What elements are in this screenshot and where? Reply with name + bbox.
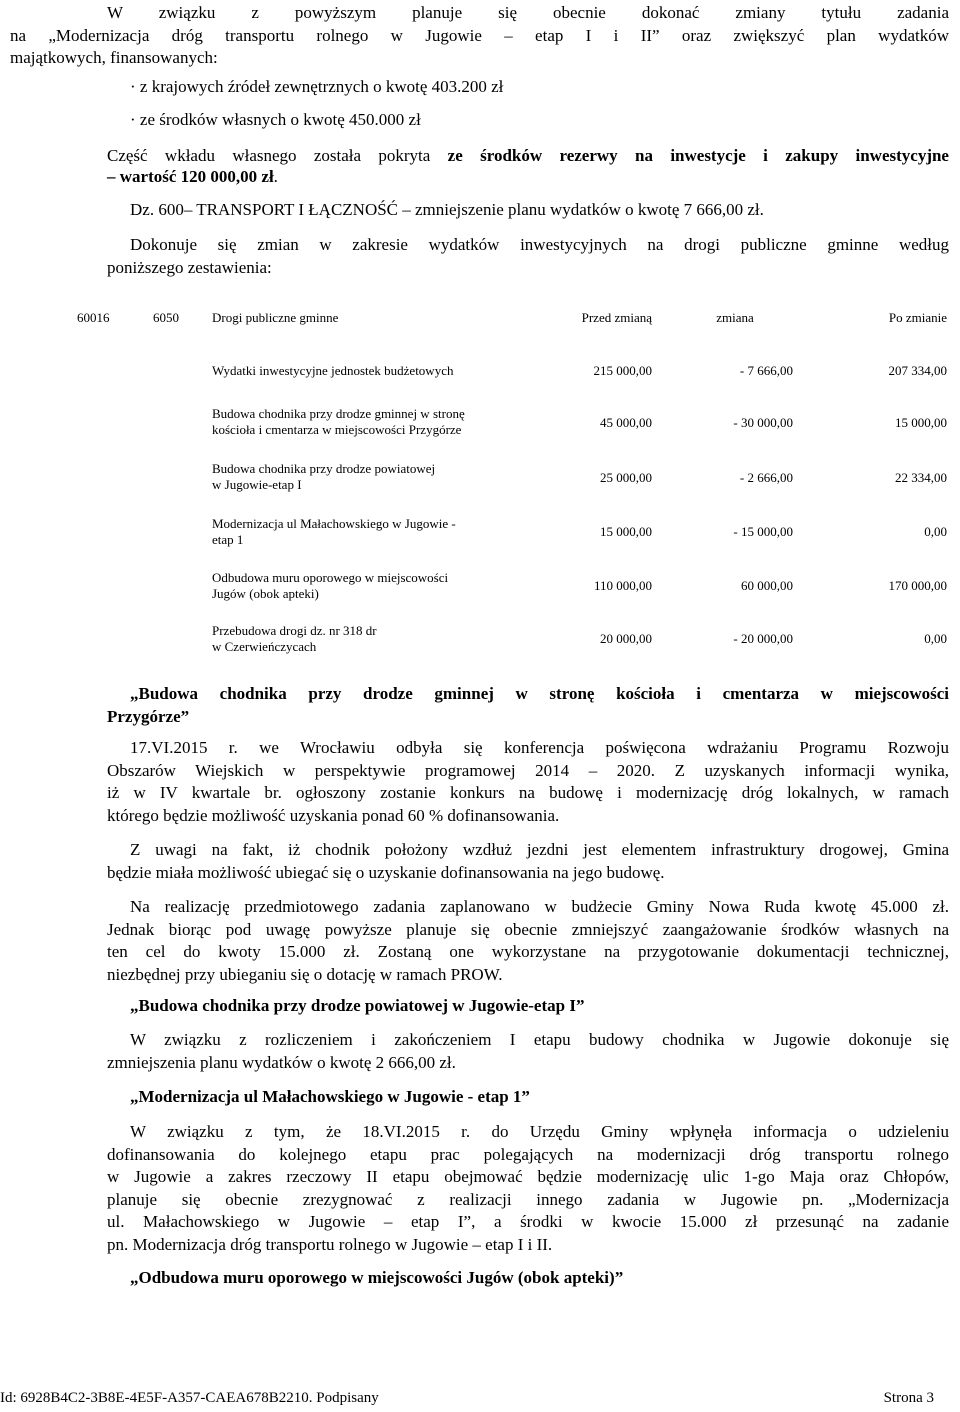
section-1-title-line-2: Przygórze” [107,706,190,726]
header-change: zmiana [716,310,754,325]
intro-line-2: na „Modernizacja dróg transportu rolnego w Jugowie – etap I i II” oraz zwiększyć plan wydatków [10,25,949,45]
footer-page-number: Strona 3 [883,1390,934,1406]
bullet-own-funds: · ze środków własnych o kwotę 450.000 zł [130,110,421,129]
paragraph-line: Na realizację przedmiotowego zadania zaplanowano w budżecie Gminy Nowa Ruda kwotę 45.000 zł. [130,897,949,916]
paragraph-line: Jednak biorąc pod uwagę powyższe planuje się obecnie zmniejszyć zaangażowanie środków własnych na [107,919,949,939]
paragraph-line: Z uwagi na fakt, iż chodnik położony wzdłuż jezdni jest elementem infrastruktury drogowej, Gmina [130,840,949,859]
header-name: Drogi publiczne gminne [212,310,339,325]
row-name-line-1: Modernizacja ul Małachowskiego w Jugowie - [212,516,456,531]
paragraph-line: niezbędnej przy ubieganiu się o dotację w ramach PROW. [107,964,503,984]
dokonuje-line-1: Dokonuje się zmian w zakresie wydatków inwestycyjnych na drogi publiczne gminne według [130,235,949,254]
row-before: 15 000,00 [600,524,652,539]
row-name-line-1: Odbudowa muru oporowego w miejscowości [212,570,449,585]
section-1-title-line-1: „Budowa chodnika przy drodze gminnej w stronę kościoła i cmentarza w miejscowości [130,684,949,703]
row-name-line-1: Budowa chodnika przy drodze gminnej w stronę [212,406,465,421]
expenditure-table [77,310,949,660]
footer-document-id: Id: 6928B4C2-3B8E-4E5F-A357-CAEA678B2210. Podpisany [0,1390,379,1406]
paragraph-line: ten cel do kwoty 15.000 zł. Zostaną one wykorzystane na przygotowanie dokumentacji technicznej, [107,942,949,961]
paragraph-line: w Jugowie a zakres rzeczowy II etapu obejmować będzie modernizację ulic 1-go Maja oraz Chłopów, [107,1167,949,1186]
bullet-external-sources: · z krajowych źródeł zewnętrznych o kwotę 403.200 zł [130,77,504,96]
row-name-line-2: w Czerwieńczycach [212,639,317,654]
paragraph-line: iż w IV kwartale br. ogłoszony zostanie konkurs na budowę i modernizację dróg lokalnych, w ramach [107,783,949,802]
own-contribution-line-2 [107,167,278,187]
row-name-line-2: Jugów (obok apteki) [212,586,319,601]
row-after: 0,00 [924,631,947,646]
own-contribution-bold: ze środków rezerwy na inwestycje i zakupy inwestycyjne [447,146,949,165]
own-contribution-dot: . [273,167,278,186]
paragraph-line: zmniejszenia planu wydatków o kwotę 2 666,00 zł. [107,1052,456,1072]
row-change: - 20 000,00 [733,631,793,646]
paragraph-line: ul. Małachowskiego w Jugowie – etap I”, a środki w kwocie 15.000 zł przesunąć na zadanie [107,1212,949,1231]
paragraph-line: planuje się obecnie zrezygnować z realizacji innego zadania w Jugowie pn. „Modernizacja [107,1189,949,1209]
row-name-line-1: Budowa chodnika przy drodze powiatowej [212,461,436,476]
section-2-title: „Budowa chodnika przy drodze powiatowej w Jugowie-etap I” [130,996,585,1015]
paragraph-line: W związku z rozliczeniem i zakończeniem I etapu budowy chodnika w Jugowie dokonuje się [130,1030,949,1049]
row-change: - 15 000,00 [733,524,793,539]
row-change: - 30 000,00 [733,415,793,430]
row-name-line-1: Przebudowa drogi dz. nr 318 dr [212,623,377,638]
dokonuje-paragraph [107,234,949,279]
row-before: 215 000,00 [593,363,652,378]
section-1-paragraph-3 [107,896,949,986]
own-contribution-amount: – wartość 120 000,00 zł [107,167,274,186]
row-after: 170 000,00 [888,578,947,593]
paragraph-line: będzie miała możliwość ubiegać się o uzyskanie dofinansowania na jego budowę. [107,862,665,882]
header-dzial: 60016 [77,310,110,325]
row-after: 207 334,00 [888,363,947,378]
intro-line-3: majątkowych, finansowanych: [10,48,218,67]
paragraph-line: dofinansowania do kolejnego etapu prac polegających na modernizacji dróg transportu rolnego [107,1144,949,1164]
section-3-paragraph [107,1121,949,1256]
paragraph-line: którego będzie możliwość uzyskania ponad 60 % dofinansowania. [107,805,560,825]
paragraph-line: 17.VI.2015 r. we Wrocławiu odbyła się konferencja poświęcona wdrażaniu Programu Rozwoju [130,738,949,757]
row-after: 22 334,00 [895,470,947,485]
header-after: Po zmianie [888,310,947,325]
row-before: 110 000,00 [593,578,652,593]
section-1-paragraph-1 [107,737,949,827]
own-contribution-paragraph [107,145,949,168]
own-contribution-plain: Część wkładu własnego została pokryta [107,146,448,165]
section-1-paragraph-2 [107,839,949,884]
row-change: 60 000,00 [741,578,793,593]
intro-line-1: W związku z powyższym planuje się obecnie dokonać zmiany tytułu zadania [107,3,949,22]
row-after: 15 000,00 [895,415,947,430]
row-after: 0,00 [924,524,947,539]
row-before: 20 000,00 [600,631,652,646]
row-change: - 7 666,00 [739,363,793,378]
row-name-line-2: w Jugowie-etap I [212,477,302,492]
row-name-line-2: etap 1 [212,532,244,547]
paragraph-line: W związku z tym, że 18.VI.2015 r. do Urzędu Gminy wpłynęła informacja o udzieleniu [130,1122,949,1141]
dokonuje-line-2: poniższego zestawienia: [107,257,272,277]
division-600-heading: Dz. 600– TRANSPORT I ŁĄCZNOŚĆ – zmniejszenie planu wydatków o kwotę 7 666,00 zł. [130,200,764,219]
paragraph-line: Obszarów Wiejskich w perspektywie programowej 2014 – 2020. Z uzyskanych informacji wynika, [107,760,949,780]
section-1-title [107,683,949,728]
section-2-paragraph [107,1029,949,1074]
paragraph-line: pn. Modernizacja dróg transportu rolnego w Jugowie – etap I i II. [107,1234,553,1254]
intro-paragraph [10,2,949,70]
row-name: Wydatki inwestycyjne jednostek budżetowych [212,363,454,378]
header-paragraf: 6050 [153,310,179,325]
row-before: 45 000,00 [600,415,652,430]
row-name-line-2: kościoła i cmentarza w miejscowości Przygórze [212,422,462,437]
row-change: - 2 666,00 [739,470,793,485]
own-contribution-line-1 [107,145,949,168]
row-before: 25 000,00 [600,470,652,485]
header-before: Przed zmianą [581,310,652,325]
section-4-title: „Odbudowa muru oporowego w miejscowości Jugów (obok apteki)” [130,1268,624,1287]
section-3-title: „Modernizacja ul Małachowskiego w Jugowie - etap 1” [130,1087,530,1106]
